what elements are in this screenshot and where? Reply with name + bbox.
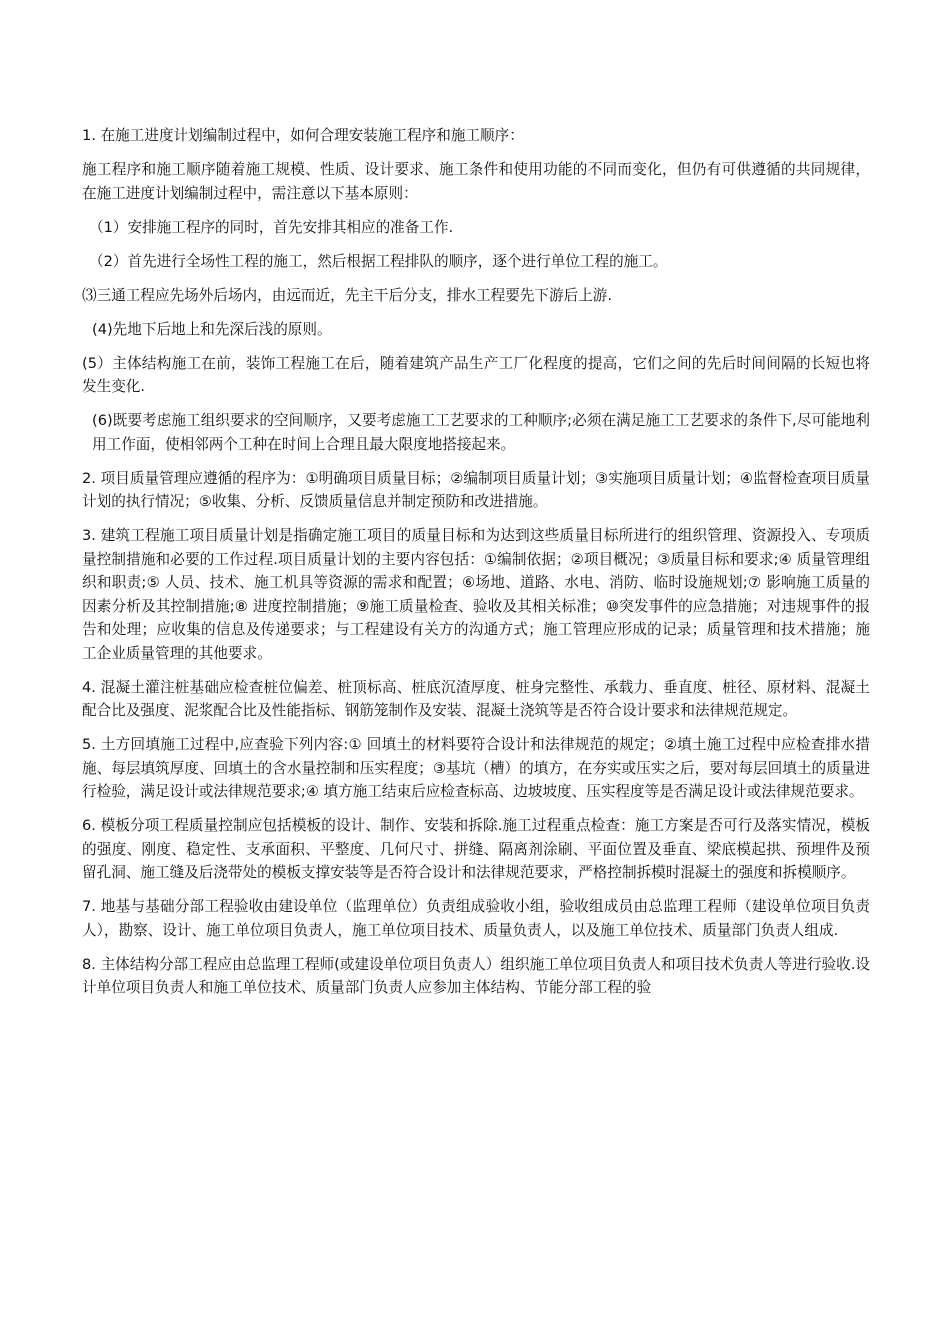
- principle-5: (5）主体结构施工在前，装饰工程施工在后，随着建筑产品生产工厂化程度的提高，它们之间的先后时间间隔的长短也将发生变化.: [82, 354, 870, 395]
- paragraph-sequence-principles: 施工程序和施工顺序随着施工规模、性质、设计要求、施工条件和使用功能的不同而变化，但仍有可供遵循的共同规律，在施工进度计划编制过程中，需注意以下基本原则：: [82, 161, 870, 202]
- paragraph-4-pile-inspection: 4. 混凝土灌注桩基础应检查桩位偏差、桩顶标高、桩底沉渣厚度、桩身完整性、承载力、垂直度、桩径、原材料、混凝土配合比及强度、泥浆配合比及性能指标、钢筋笼制作及安装、混凝土浇筑等是否符合设计要求和法律规范规定。: [82, 678, 870, 719]
- paragraph-8-structure-acceptance: 8. 主体结构分部工程应由总监理工程师(或建设单位项目负责人）组织施工单位项目负责人和项目技术负责人等进行验收.设计单位项目负责人和施工单位技术、质量部门负责人应参加主体结构、节能分部工程的验: [82, 955, 870, 996]
- principle-2: （2）首先进行全场性工程的施工，然后根据工程排队的顺序，逐个进行单位工程的施工。: [89, 252, 668, 270]
- document-page: [82, 124, 870, 1010]
- principle-4: (4)先地下后地上和先深后浅的原则。: [92, 320, 332, 338]
- paragraph-2-quality-procedure: 2. 项目质量管理应遵循的程序为：①明确项目质量目标；②编制项目质量计划；③实施项目质量计划；④监督检查项目质量计划的执行情况；⑤收集、分析、反馈质量信息并制定预防和改进措施。: [82, 469, 870, 510]
- paragraph-6-formwork: 6. 模板分项工程质量控制应包括模板的设计、制作、安装和拆除.施工过程重点检查：施工方案是否可行及落实情况，模板的强度、刚度、稳定性、支承面积、平整度、几何尺寸、拼缝、隔离剂涂刷、平面位置及垂直、梁底模起拱、预埋件及预留孔洞、施工缝及后浇带处的模板支撑安装等是否符合设计和法律规范要求，严格控制拆模时混凝土的强度和拆模顺序。: [82, 817, 870, 881]
- paragraph-5-backfill: 5. 土方回填施工过程中,应查验下列内容:① 回填土的材料要符合设计和法律规范的规定；②填土施工过程中应检查排水措施、每层填筑厚度、回填土的含水量控制和压实程度；③基坑（槽）的填方，在夯实或压实之后，要对每层回填土的质量进行检验，满足设计或法律规范要求;④ 填方施工结束后应检查标高、边坡坡度、压实程度等是否满足设计或法律规范要求。: [82, 736, 870, 800]
- paragraph-3-quality-plan: 3. 建筑工程施工项目质量计划是指确定施工项目的质量目标和为达到这些质量目标所进行的组织管理、资源投入、专项质量控制措施和必要的工作过程.项目质量计划的主要内容包括：①编制依据；②项目概况；③质量目标和要求;④ 质量管理组织和职责;⑤ 人员、技术、施工机具等资源的需求和配置；⑥场地、道路、水电、消防、临时设施规划;⑦ 影响施工质量的因素分析及其控制措施;⑧ 进度控制措施；⑨施工质量检查、验收及其相关标准；⑩突发事件的应急措施；对违规事件的报告和处理；应收集的信息及传递要求；与工程建设有关方的沟通方式；施工管理应形成的记录；质量管理和技术措施；施工企业质量管理的其他要求。: [82, 527, 870, 662]
- paragraph-1-heading: 1. 在施工进度计划编制过程中，如何合理安装施工程序和施工顺序：: [82, 127, 524, 144]
- principle-1: （1）安排施工程序的同时，首先安排其相应的准备工作.: [89, 218, 454, 236]
- principle-3: ⑶三通工程应先场外后场内，由远而近，先主干后分支，排水工程要先下游后上游.: [82, 286, 613, 304]
- principle-6: (6)既要考虑施工组织要求的空间顺序，又要考虑施工工艺要求的工种顺序;必须在满足施工工艺要求的条件下,尽可能地利用工作面，使相邻两个工种在时间上合理且最大限度地搭接起来。: [92, 412, 870, 453]
- paragraph-7-foundation-acceptance: 7. 地基与基础分部工程验收由建设单位（监理单位）负责组成验收小组，验收组成员由总监理工程师（建设单位项目负责人），勘察、设计、施工单位项目负责人，施工单位项目技术、质量负责人，以及施工单位技术、质量部门负责人组成.: [82, 898, 870, 939]
